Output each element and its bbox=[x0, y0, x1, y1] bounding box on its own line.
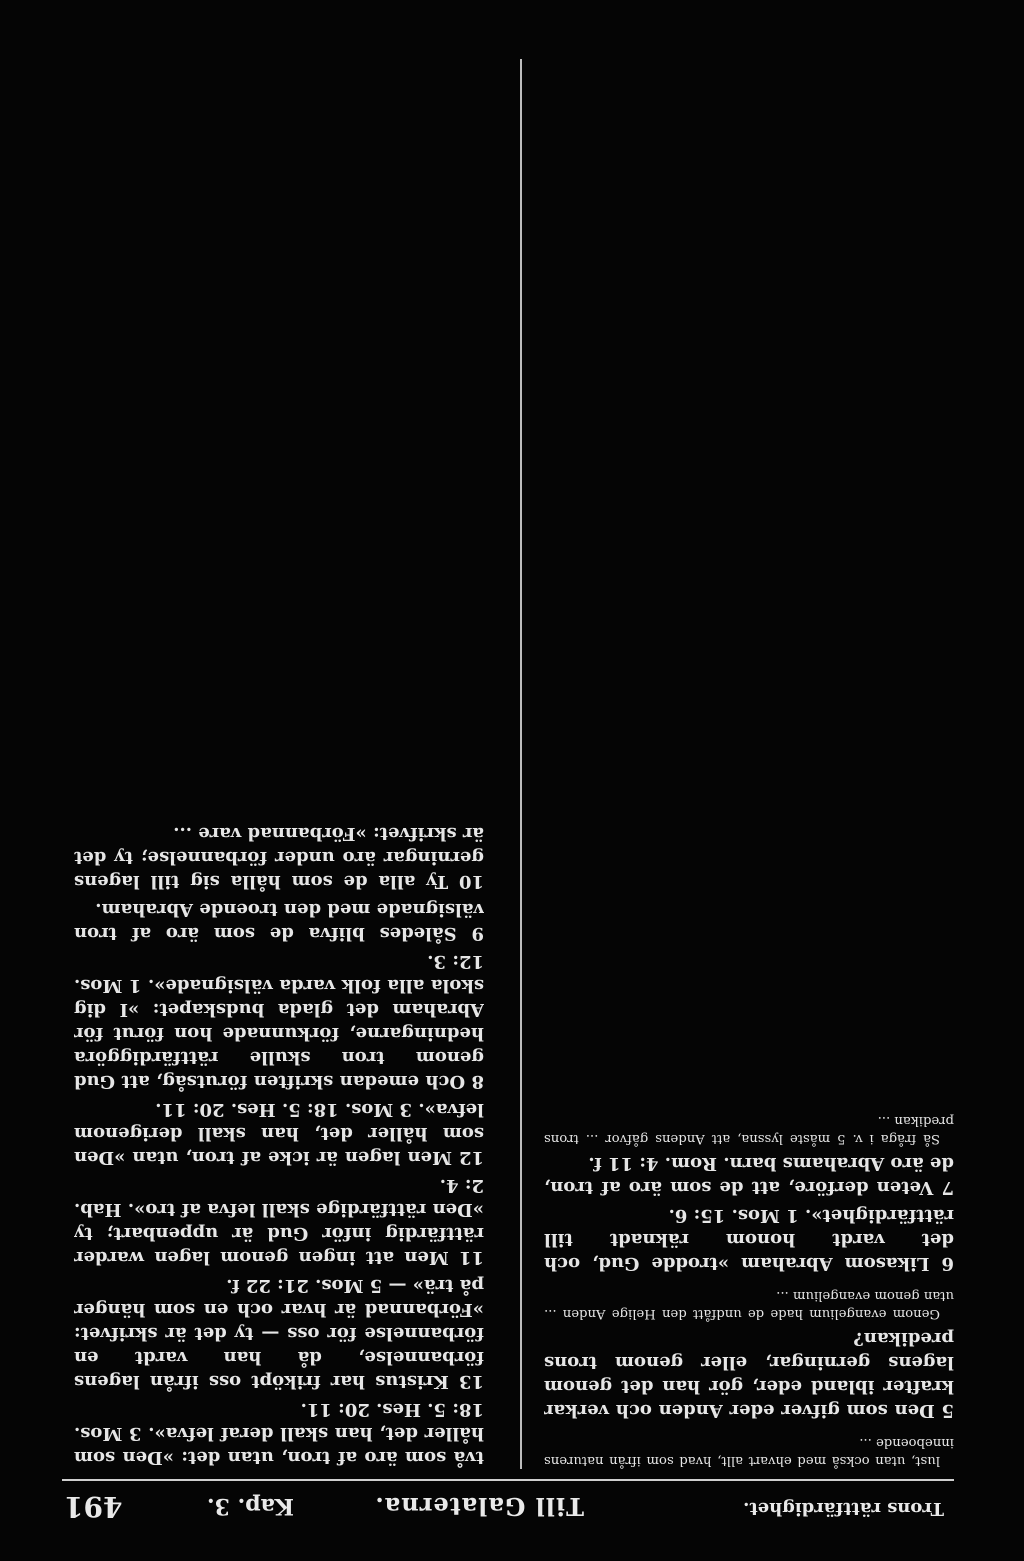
left-verse-5: 5 Den som gifver eder Anden och verkar krafter ibland eder, gör han det genom lagens gerningar, eller genom trons predikan? bbox=[544, 1328, 954, 1422]
page-number: 491 bbox=[64, 1490, 123, 1523]
running-head bbox=[64, 1485, 944, 1523]
left-verse-7: 7 Veten derföre, att de som äro af tron, de äro Abrahams barn. Rom. 4: 11 f. bbox=[544, 1153, 954, 1199]
left-column bbox=[544, 59, 954, 1469]
right-verse-10: 10 Ty alla de som hålla sig till lagens gerningar äro under förbannelse; ty det är skrifvet: »Förbannad vare ... bbox=[74, 823, 484, 892]
left-paragraph-3: Så fråga i v. 5 måste lyssna, att Andens gåfvor ... trons predikan ... bbox=[544, 1112, 954, 1147]
right-column bbox=[74, 59, 484, 1469]
left-verse-6: 6 Likasom Abraham »trodde Gud, och det vardt honom räknadt till rättfärdighet». 1 Mos. 15: 6. bbox=[544, 1205, 954, 1275]
left-paragraph-1: lust, utan också med ehvart allt, hvad som ifrån naturens inneboende ... bbox=[544, 1434, 954, 1468]
running-head-chapter: Kap. 3. bbox=[206, 1493, 294, 1519]
header-rule bbox=[62, 1479, 954, 1481]
left-paragraph-2: Genom evangelium hade de undfått den Helige Anden ... utan genom evangelium ... bbox=[544, 1287, 954, 1322]
right-verse-13: 13 Kristus har friköpt oss ifrån lagens förbannelse, då han vardt en förbannelse för oss — ty det är skrifvet: »Förbannad är hvar och en som hänger på trä» — 5 Mos. 21: 22 f. bbox=[74, 1275, 484, 1392]
right-verse-8: 8 Och emedan skriften förutsåg, att Gud genom tron skulle rättfärdiggöra hedningarne, förkunnade hon förut för Abraham det glada budskapet: »I dig skola alla folk varda välsignade». 1 Mos. 12: 3. bbox=[74, 951, 484, 1092]
running-head-title: Till Galaterna. bbox=[374, 1492, 584, 1521]
right-verse-11: 11 Men att ingen genom lagen warder rättfärdig inför Gud är uppenbart; ty »Den rättfärdige skall lefva af tro». Hab. 2: 4. bbox=[74, 1175, 484, 1268]
right-verse-12: 12 Men lagen är icke af tron, utan »Den som håller det, han skall derigenom lefva». 3 Mos. 18: 5. Hes. 20: 11. bbox=[74, 1099, 484, 1168]
right-verse-9: 9 Således blifva de som äro af tron välsignade med den troende Abraham. bbox=[74, 899, 484, 944]
right-verse-12a: två som äro af tron, utan det: »Den som håller det, han skall deraf lefva». 3 Mos. 18: 5. Hes. 20: 11. bbox=[74, 1399, 484, 1468]
running-head-left: Trons rättfärdighet. bbox=[743, 1498, 944, 1519]
column-divider bbox=[520, 59, 522, 1469]
